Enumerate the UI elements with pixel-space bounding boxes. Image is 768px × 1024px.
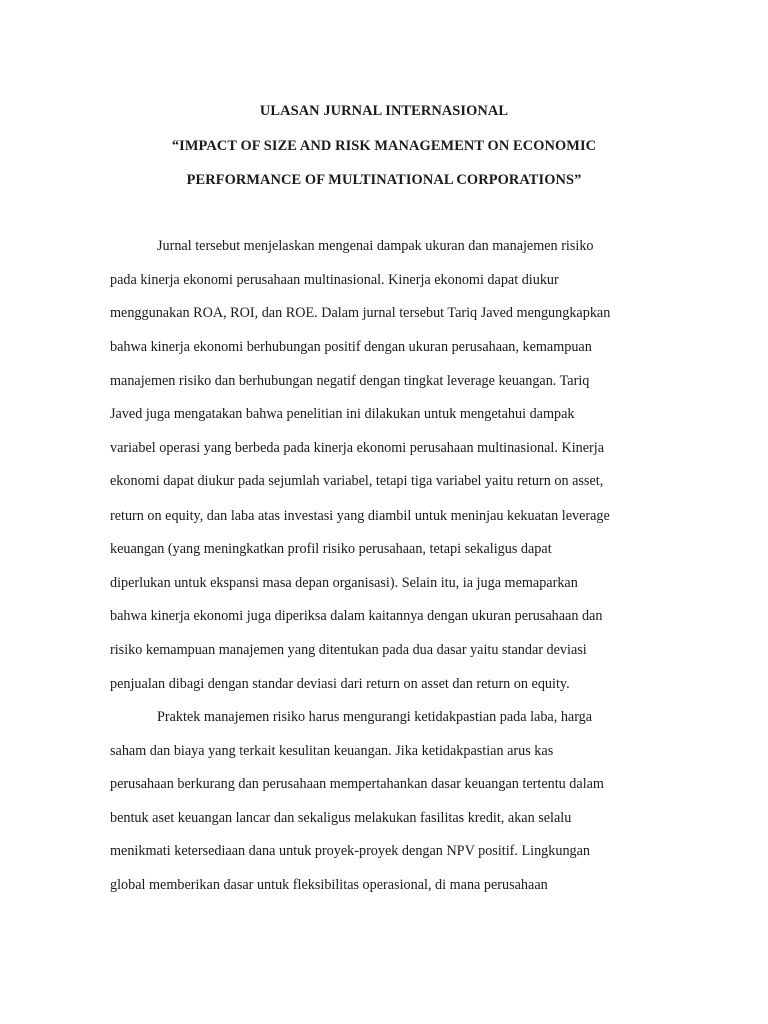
paragraph-2-line: saham dan biaya yang terkait kesulitan keuangan. Jika ketidakpastian arus kas <box>110 743 554 759</box>
paragraph-1-line: ekonomi dapat diukur pada sejumlah variabel, tetapi tiga variabel yaitu return on asset, <box>110 473 604 489</box>
journal-title-line-2: PERFORMANCE OF MULTINATIONAL CORPORATIONS” <box>186 172 582 188</box>
journal-title-line-1: “IMPACT OF SIZE AND RISK MANAGEMENT ON ECONOMIC <box>171 138 597 154</box>
paragraph-1-line: return on equity, dan laba atas investasi yang diambil untuk meninjau kekuatan leverage <box>110 508 610 524</box>
paragraph-1-line: manajemen risiko dan berhubungan negatif dengan tingkat leverage keuangan. Tariq <box>110 373 590 389</box>
paragraph-1-line: penjualan dibagi dengan standar deviasi dari return on asset dan return on equity. <box>110 676 570 692</box>
paragraph-2-line: perusahaan berkurang dan perusahaan mempertahankan dasar keuangan tertentu dalam <box>110 776 604 792</box>
paragraph-1-line: diperlukan untuk ekspansi masa depan organisasi). Selain itu, ia juga memaparkan <box>110 575 578 591</box>
paragraph-1-line: keuangan (yang meningkatkan profil risiko perusahaan, tetapi sekaligus dapat <box>110 541 552 557</box>
paragraph-1-line: bahwa kinerja ekonomi berhubungan positif dengan ukuran perusahaan, kemampuan <box>110 339 592 355</box>
paragraph-1-line: Jurnal tersebut menjelaskan mengenai dampak ukuran dan manajemen risiko <box>157 238 594 254</box>
document-title: ULASAN JURNAL INTERNASIONAL <box>259 103 509 119</box>
paragraph-2-line: menikmati ketersediaan dana untuk proyek-proyek dengan NPV positif. Lingkungan <box>110 843 591 859</box>
paragraph-1-line: pada kinerja ekonomi perusahaan multinasional. Kinerja ekonomi dapat diukur <box>110 272 559 288</box>
paragraph-1-line: risiko kemampuan manajemen yang ditentukan pada dua dasar yaitu standar deviasi <box>110 642 587 658</box>
paragraph-1-line: menggunakan ROA, ROI, dan ROE. Dalam jurnal tersebut Tariq Javed mengungkapkan <box>110 305 611 321</box>
paragraph-1-line: variabel operasi yang berbeda pada kinerja ekonomi perusahaan multinasional. Kinerja <box>110 440 605 456</box>
paragraph-2-line: Praktek manajemen risiko harus mengurangi ketidakpastian pada laba, harga <box>157 709 593 725</box>
paragraph-2-line: bentuk aset keuangan lancar dan sekaligus melakukan fasilitas kredit, akan selalu <box>110 810 572 826</box>
paragraph-1-line: bahwa kinerja ekonomi juga diperiksa dalam kaitannya dengan ukuran perusahaan dan <box>110 608 603 624</box>
paragraph-1-line: Javed juga mengatakan bahwa penelitian ini dilakukan untuk mengetahui dampak <box>110 406 575 422</box>
paragraph-2-line: global memberikan dasar untuk fleksibilitas operasional, di mana perusahaan <box>110 877 548 893</box>
